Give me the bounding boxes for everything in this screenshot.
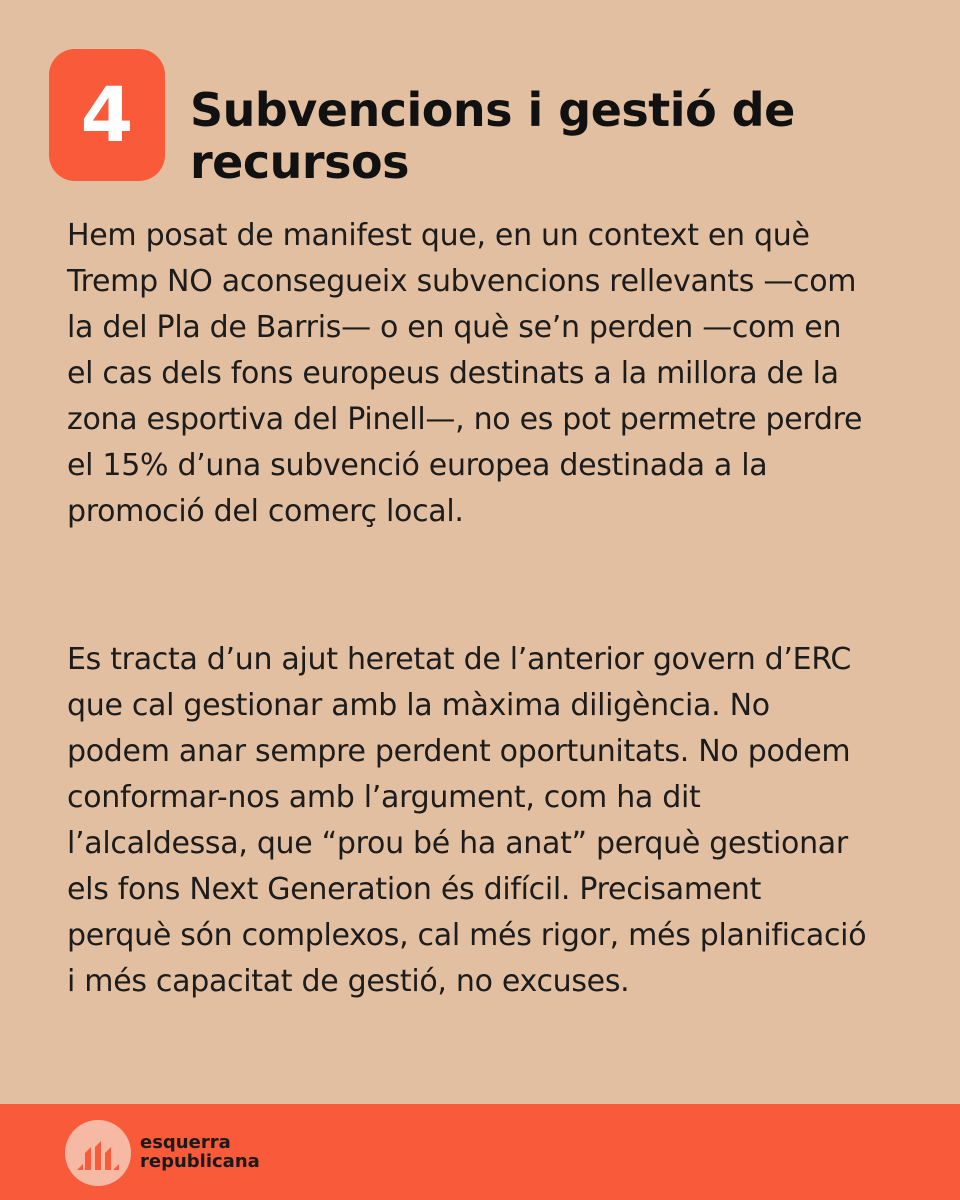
body-paragraph-2: Es tracta d’un ajut heretat de l’anterior govern d’ERC que cal gestionar amb la màxima diligència. No podem anar sempre perdent oportunitats. No podem conformar-nos amb l’argument, com ha dit l’alcaldessa, que “prou bé ha anat” perquè gestionar els fons Next Generation és difícil. Precisament perquè són complexos, cal més rigor, més planificació i més capacitat de gestió, no excuses. [67,642,867,999]
logo-line-1: esquerra [140,1132,231,1153]
section-number: 4 [80,70,134,159]
section-number-badge [49,49,165,181]
erc-logo-icon [65,1120,131,1186]
body-paragraph-1: Hem posat de manifest que, en un context en què Tremp NO aconsegueix subvencions rellevants —com la del Pla de Barris— o en què se’n perden —com en el cas dels fons europeus destinats a la millora de la zona esportiva del Pinell—, no es pot permetre perdre el 15% d’una subvenció europea destinada a la promoció del comerç local. [67,218,863,529]
section-title: Subvencions i gestió de recursos [190,83,795,189]
logo-line-2: republicana [140,1151,260,1172]
footer-bar [0,1104,960,1200]
erc-logo-wordmark [140,1133,260,1171]
